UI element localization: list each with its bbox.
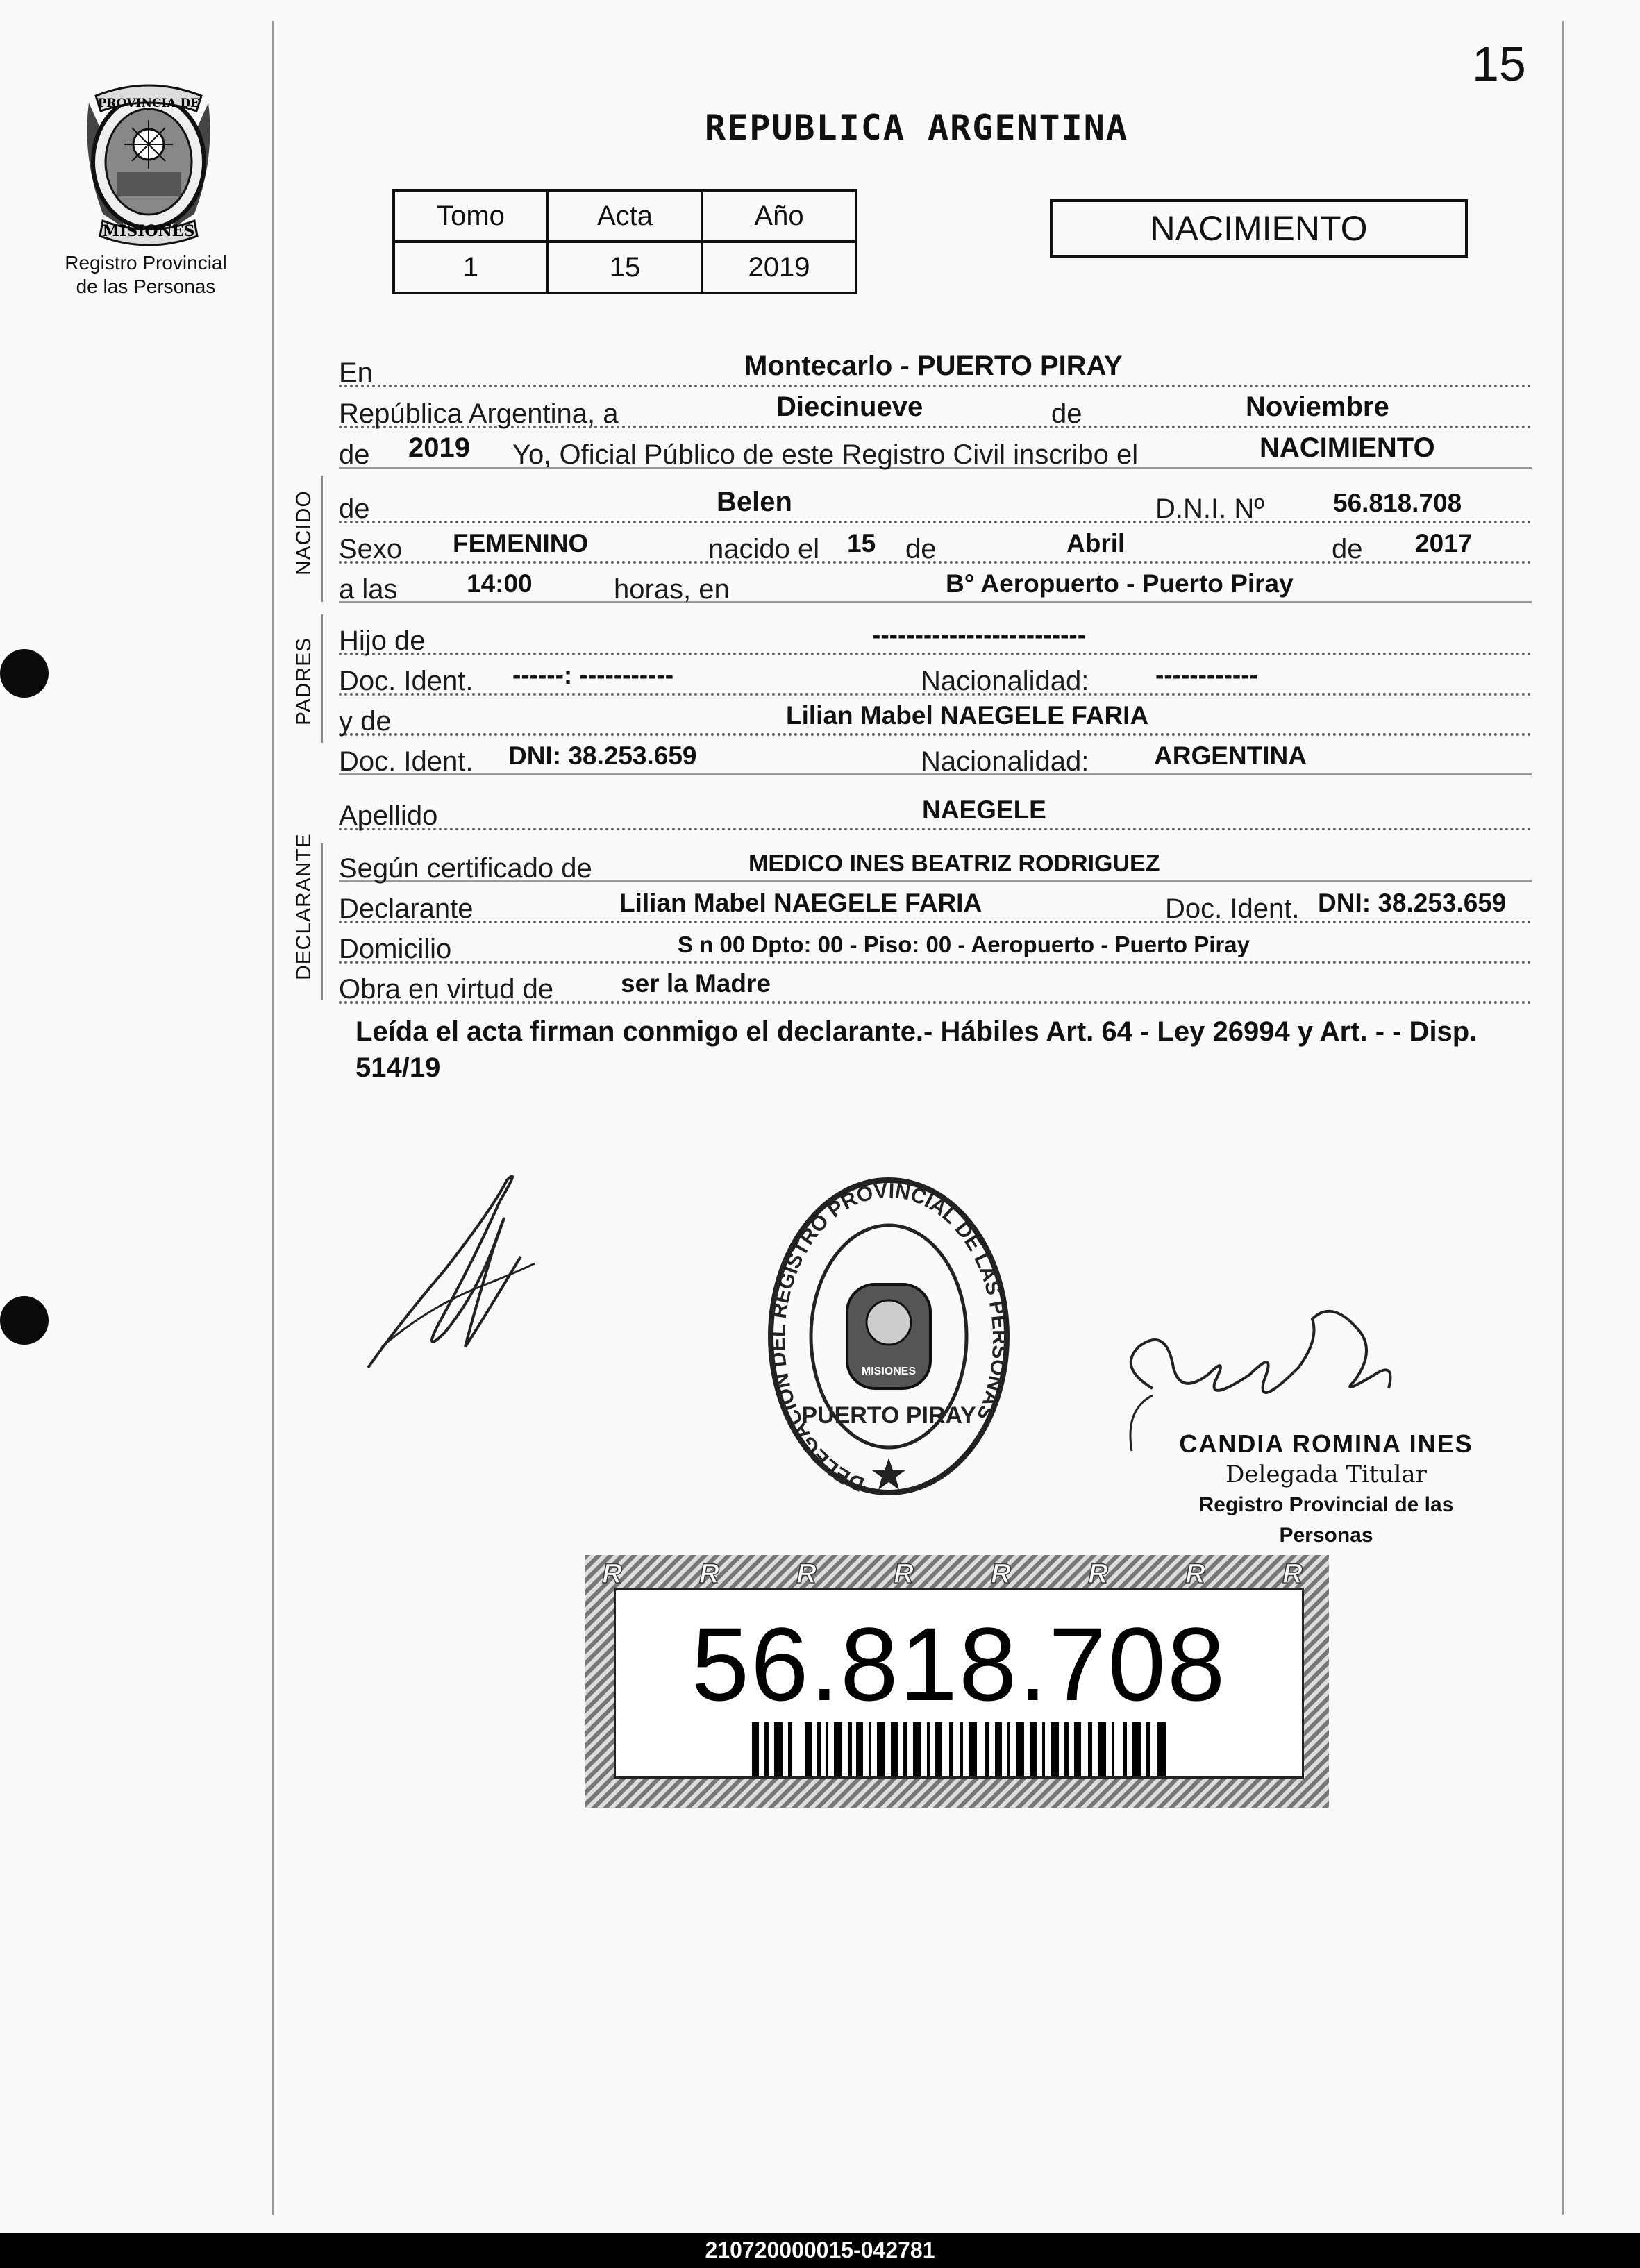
record-type-box: NACIMIENTO [1050,199,1468,258]
sidebar-declarante [321,843,323,1000]
value-certificado: MEDICO INES BEATRIZ RODRIGUEZ [748,850,1160,877]
label-dni: D.N.I. Nº [1155,494,1264,524]
section-label-padres: PADRES [292,637,315,725]
dni-label-inner [614,1588,1304,1779]
value-anio: 2019 [408,432,470,463]
row-sexo [339,519,1532,564]
dni-label-card [585,1555,1329,1808]
right-margin-line [1562,21,1564,2215]
value-apellido: NAEGELE [922,796,1046,824]
label-domicilio: Domicilio [339,934,452,964]
watermark-r-6: R [1088,1559,1108,1588]
left-margin-line [272,21,274,2215]
closing-statement: Leída el acta firman conmigo el declarante.- Hábiles Art. 64 - Ley 26994 y Art. - - Disp. 514/19 [355,1016,1478,1083]
label-nacido-el: nacido el [708,534,820,564]
registry-value-anio: 2019 [702,242,856,293]
value-declarante-doc: DNI: 38.253.659 [1318,889,1507,917]
label-y-de: y de [339,706,392,737]
registry-value-acta: 15 [548,242,702,293]
value-madre: Lilian Mabel NAEGELE FARIA [786,701,1149,730]
label-doc-ident: Doc. Ident. [339,666,474,696]
label-de-anio: de [339,439,370,470]
watermark-r-4: R [894,1559,914,1588]
issuer-line-2: de las Personas [76,276,216,297]
declarant-signature [361,1166,542,1375]
punch-hole-top [0,649,49,698]
row-domicilio [339,919,1532,964]
value-padre: ------------------------- [872,621,1087,649]
value-mes: Noviembre [1246,392,1389,422]
label-doc-ident-3: Doc. Ident. [1165,893,1300,924]
value-padre-doc: ------: ----------- [512,661,674,689]
row-nombre [339,479,1532,523]
officer-org: Registro Provincial de las Personas [1198,1493,1454,1547]
value-padre-nac: ------------ [1155,661,1258,689]
row-hora [339,560,1532,603]
registry-value-tomo: 1 [394,242,548,293]
watermark-r-2: R [699,1559,719,1588]
row-certificado [339,839,1532,882]
registry-header-anio: Año [702,190,856,242]
value-domicilio: S n 00 Dpto: 00 - Piso: 00 - Aeropuerto - Puerto Piray [678,932,1250,957]
barcode-icon [752,1722,1169,1776]
value-mes-nac: Abril [1066,529,1126,557]
row-padre-doc [339,651,1532,696]
registry-header-acta: Acta [548,190,702,242]
row-fecha [339,384,1532,428]
label-republica: República Argentina, a [339,398,619,429]
label-obra: Obra en virtud de [339,974,554,1005]
label-hijo-de: Hijo de [339,625,426,656]
official-stamp [764,1173,1014,1500]
value-madre-nac: ARGENTINA [1154,741,1307,770]
stamp-center-text: PUERTO PIRAY [801,1402,976,1429]
crest-bottom-text: MISIONES [102,222,195,240]
stamp-crest-text: MISIONES [861,1366,917,1377]
officer-name: CANDIA ROMINA INES [1179,1429,1473,1458]
value-declarante: Lilian Mabel NAEGELE FARIA [619,889,982,917]
watermark-r-5: R [991,1559,1011,1588]
watermark-r-1: R [602,1559,622,1588]
watermark-r-7: R [1185,1559,1205,1588]
label-horas-en: horas, en [614,574,730,605]
label-doc-ident-2: Doc. Ident. [339,746,474,777]
label-nacionalidad-2: Nacionalidad: [921,746,1089,777]
label-a-las: a las [339,574,398,605]
crest-top-text: PROVINCIA DE [97,96,200,110]
watermark-r-3: R [796,1559,817,1588]
label-segun: Según certificado de [339,853,592,884]
label-de-mes-nac: de [905,534,937,564]
sidebar-nacido [321,476,323,602]
label-de-nombre: de [339,494,370,524]
watermark-strip-top [585,1555,1329,1588]
page-number: 15 [1472,37,1526,91]
value-lugar: Montecarlo - PUERTO PIRAY [744,351,1123,381]
label-de-anio-nac: de [1332,534,1363,564]
punch-hole-bottom [0,1296,49,1345]
stamp-ring-text: DELEGACION DEL REGISTRO PROVINCIAL DE LAS PERSONAS [766,1179,1012,1496]
province-crest-icon [75,82,222,249]
sidebar-padres [321,614,323,743]
value-hora: 14:00 [467,569,533,598]
value-nombre: Belen [717,487,792,517]
registry-header-tomo: Tomo [394,190,548,242]
dni-big-number: 56.818.708 [691,1606,1227,1722]
label-declarante: Declarante [339,893,474,924]
row-madre-doc [339,732,1532,775]
footer-code-bar: 210720000015-042781 [0,2233,1640,2268]
section-label-declarante: DECLARANTE [292,833,315,980]
label-yo-oficial: Yo, Oficial Público de este Registro Civil inscribo el [512,439,1139,470]
watermark-r-8: R [1282,1559,1303,1588]
value-dni: 56.818.708 [1333,489,1462,517]
label-en: En [339,358,373,388]
row-lugar [339,343,1532,387]
document-title: REPUBLICA ARGENTINA [705,108,1128,148]
value-dia: Diecinueve [776,392,923,422]
value-inscribo: NACIMIENTO [1260,432,1435,463]
row-madre [339,691,1532,736]
label-apellido: Apellido [339,800,438,831]
officer-role: Delegada Titular [1225,1461,1427,1488]
value-dia-nac: 15 [847,529,876,557]
label-nacionalidad: Nacionalidad: [921,666,1089,696]
value-lugar-nac: B° Aeropuerto - Puerto Piray [946,569,1294,598]
registry-table [392,189,857,294]
issuer-line-1: Registro Provincial [65,252,227,274]
row-padre [339,611,1532,655]
value-sexo: FEMENINO [453,529,589,557]
value-obra: ser la Madre [621,969,771,998]
value-madre-doc: DNI: 38.253.659 [508,741,697,770]
section-label-nacido: NACIDO [292,490,315,576]
row-declarante [339,879,1532,923]
officer-block [1153,1429,1500,1551]
row-obra [339,959,1532,1004]
label-de-mes: de [1051,398,1082,429]
value-anio-nac: 2017 [1415,529,1473,557]
issuer-caption [42,251,250,299]
label-sexo: Sexo [339,534,403,564]
row-inscribo [339,425,1532,469]
row-apellido [339,786,1532,830]
